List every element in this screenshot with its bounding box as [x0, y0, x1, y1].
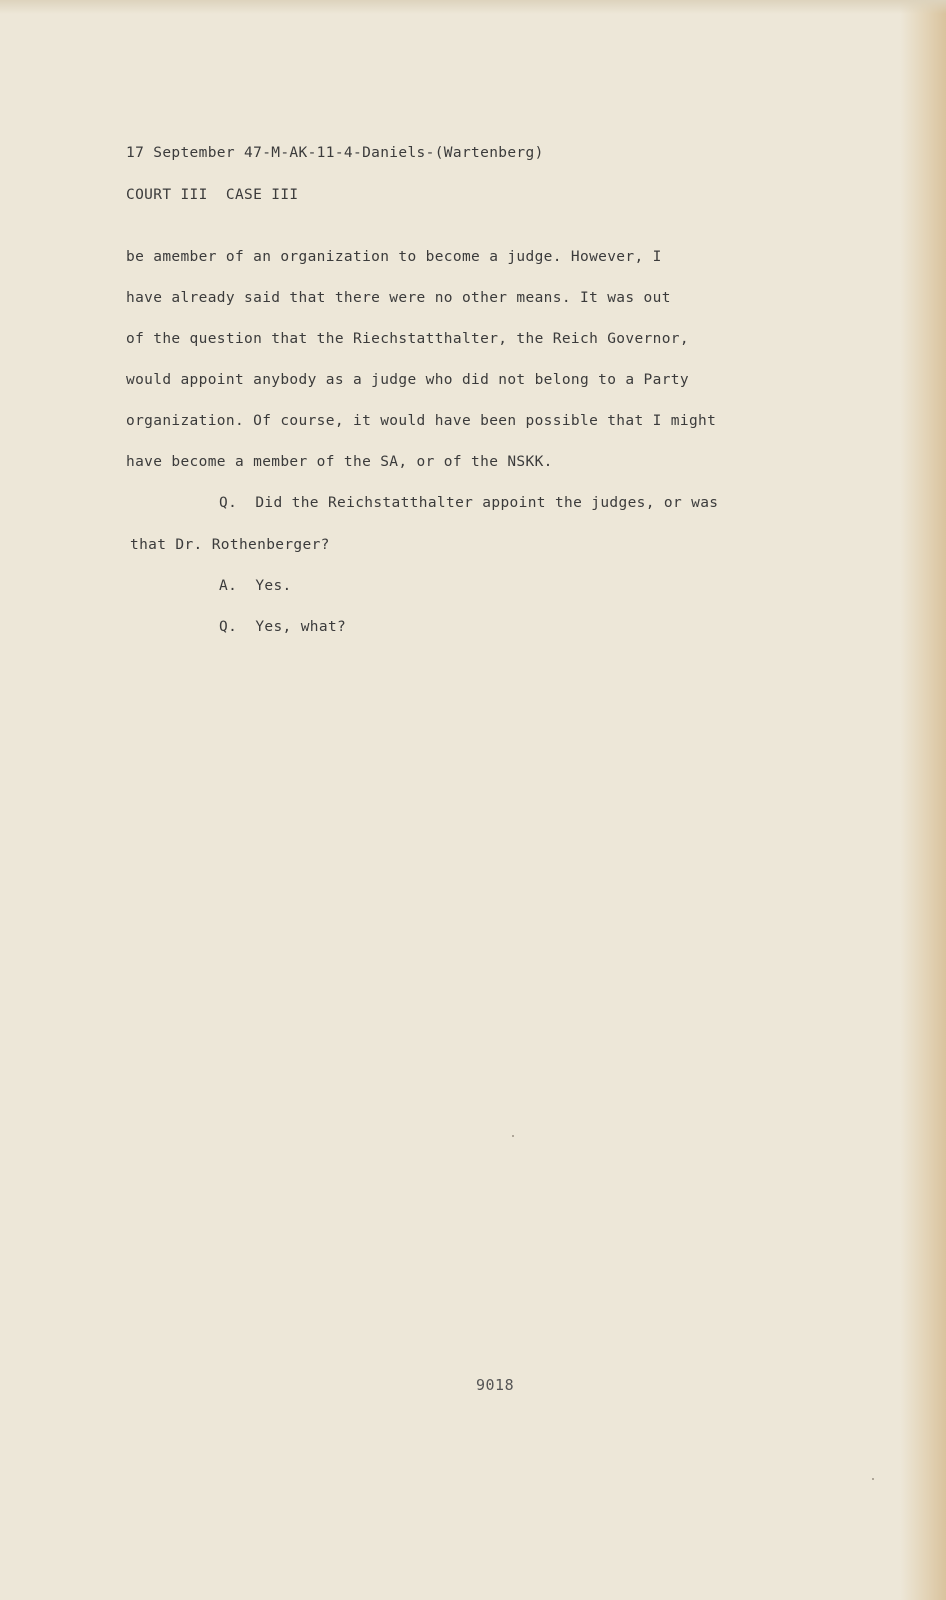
answer-line: A. Yes. — [219, 578, 292, 594]
body-line-6: have become a member of the SA, or of the NSKK. — [126, 454, 553, 470]
body-line-1: be amember of an organization to become a judge. However, I — [126, 249, 662, 265]
paper-speck — [512, 1135, 514, 1137]
question-line-2: that Dr. Rothenberger? — [130, 537, 330, 553]
body-line-3: of the question that the Riechstatthalter, the Reich Governor, — [126, 331, 689, 347]
header-date-line: 17 September 47-M-AK-11-4-Daniels-(Wartenberg) — [126, 145, 544, 161]
paper-speck — [872, 1478, 874, 1480]
body-line-4: would appoint anybody as a judge who did not belong to a Party — [126, 372, 689, 388]
question-line-1: Q. Did the Reichstatthalter appoint the judges, or was — [219, 495, 719, 511]
page-number: 9018 — [476, 1376, 515, 1394]
body-line-5: organization. Of course, it would have been possible that I might — [126, 413, 717, 429]
body-line-2: have already said that there were no other means. It was out — [126, 290, 671, 306]
question-line-3: Q. Yes, what? — [219, 619, 347, 635]
header-court-case: COURT III CASE III — [126, 187, 299, 203]
